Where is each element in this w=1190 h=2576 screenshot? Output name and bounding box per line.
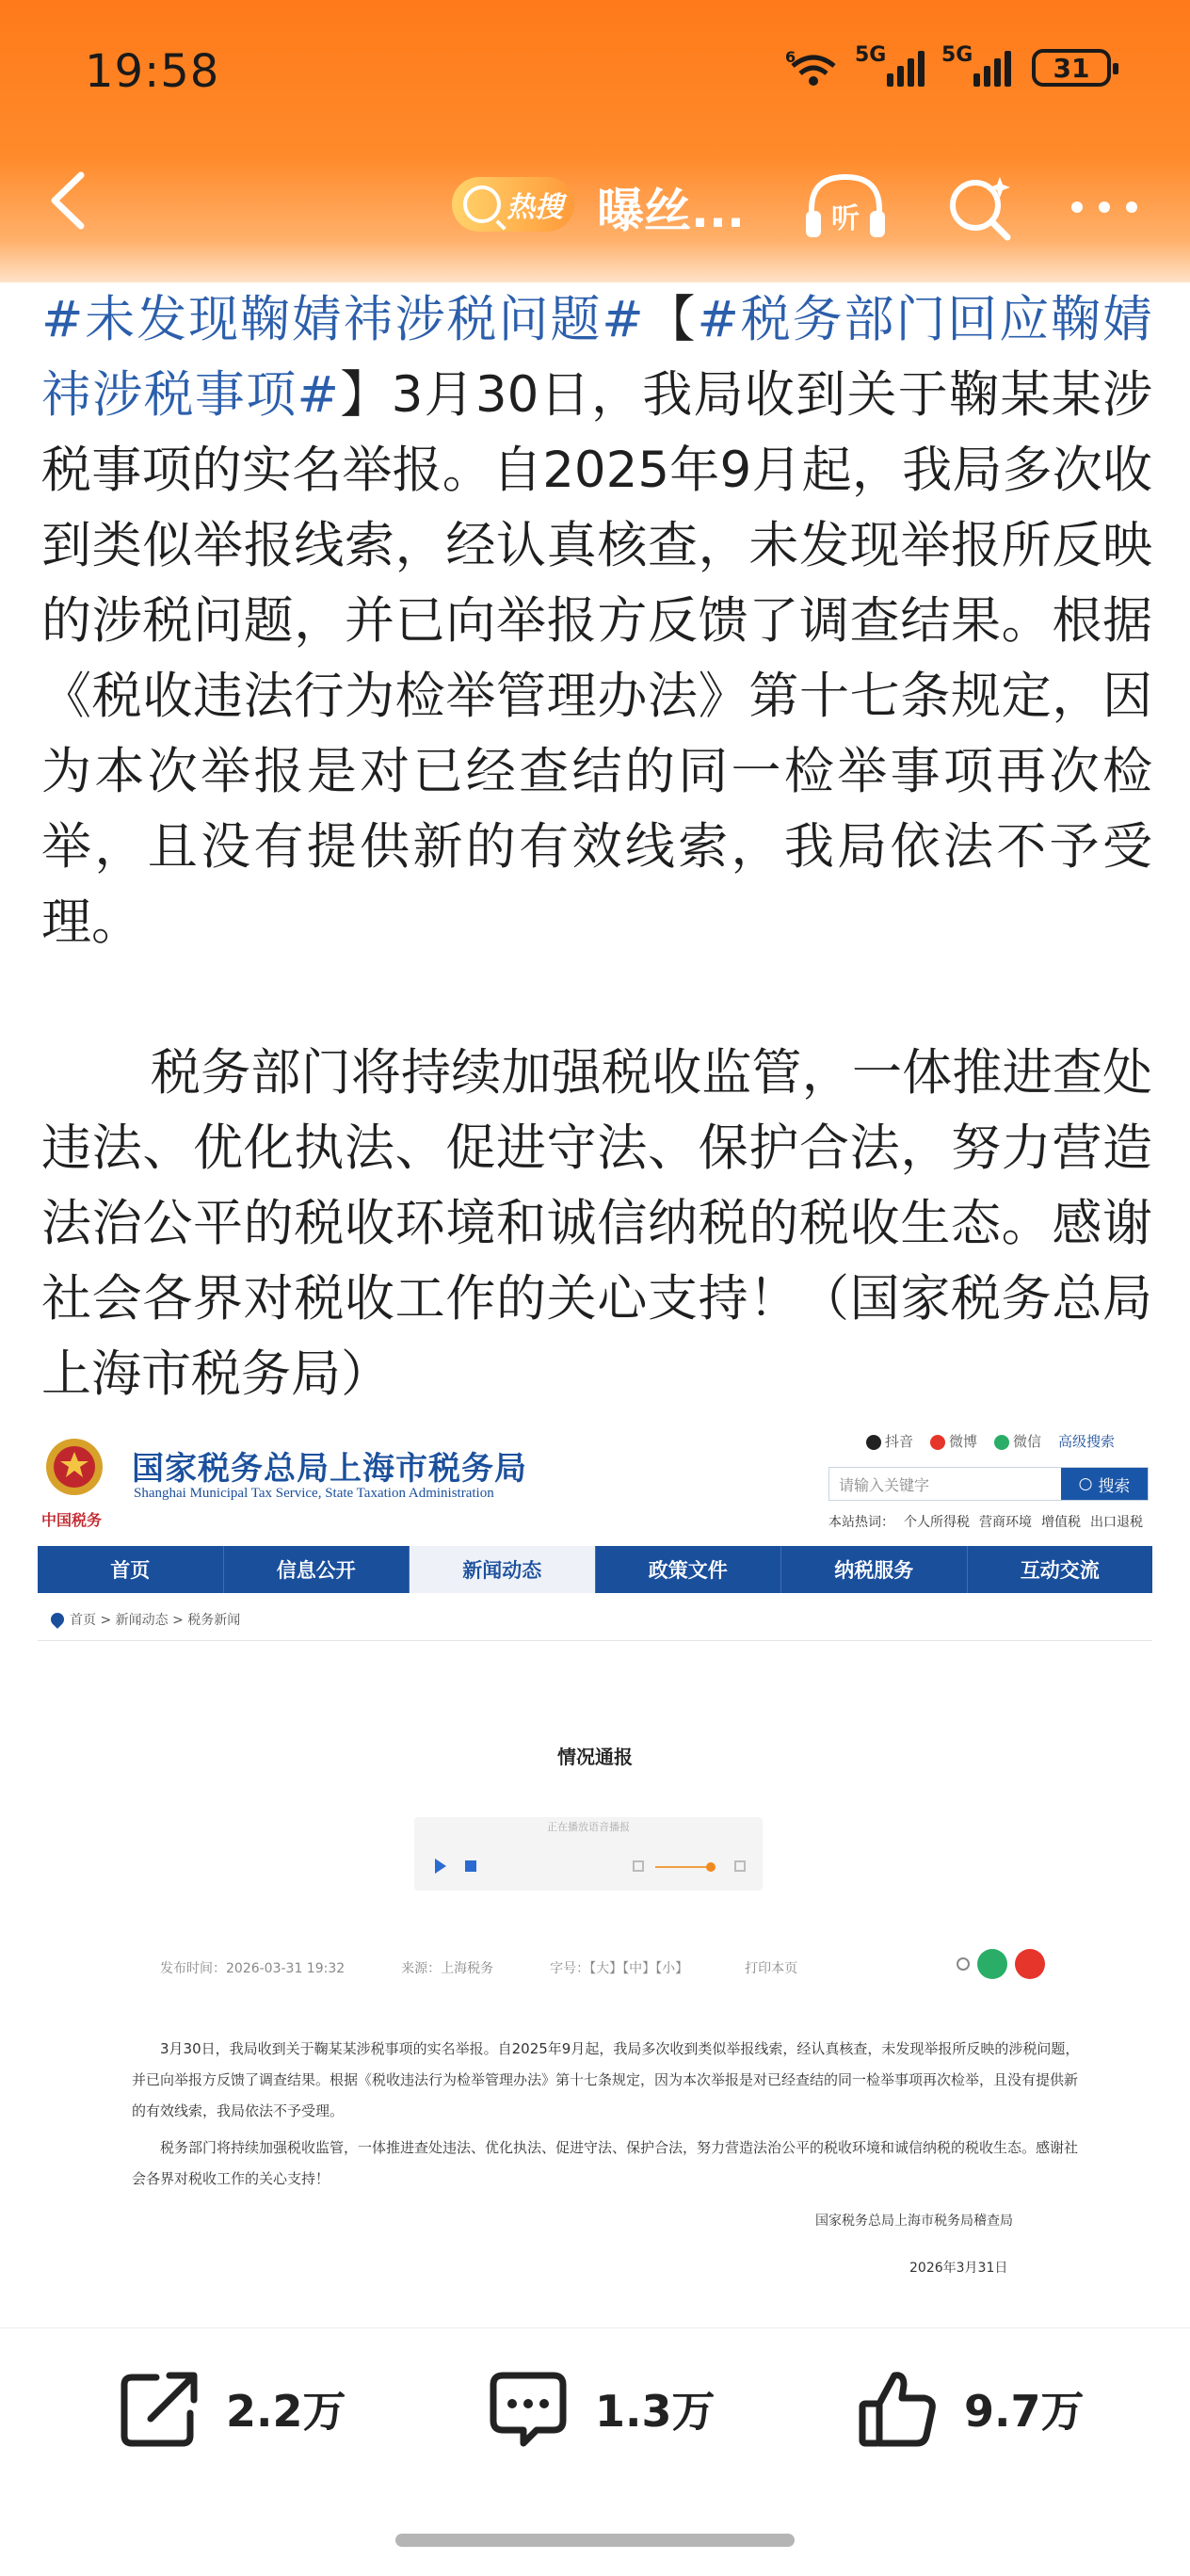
share-count: 2.2万 <box>226 2386 346 2437</box>
back-icon[interactable] <box>38 168 104 233</box>
emblem-text: 中国税务 <box>41 1511 103 1529</box>
hashtag-link[interactable]: #税务部门回应鞠婧祎涉税事项# <box>41 291 1152 424</box>
site-nav-item: 纳税服务 <box>781 1546 968 1593</box>
hashtag-link[interactable]: #未发现鞠婧祎涉税问题# <box>41 291 644 348</box>
comment-button[interactable] <box>486 2366 716 2451</box>
weibo-icon <box>1015 1949 1045 1979</box>
bracket-close: 】 <box>338 366 392 424</box>
article-date: 2026年3月31日 <box>909 2261 1008 2276</box>
print-link: 打印本页 <box>745 1961 798 1976</box>
volume-slider <box>655 1866 712 1868</box>
post-text-1: 3月30日，我局收到关于鞠某某涉税事项的实名举报。自2025年9月起，我局多次收到类似举报线索，经认真核查，未发现举报所反映的涉税问题，并已向举报方反馈了调查结果。根据《税收违法行为检举管理办法》第十七条规定，因为本次举报是对已经查结的同一检举事项再次检举，且没有提供新的有效线索，我局依法不予受理。 <box>41 366 1152 951</box>
wifi-icon <box>785 47 838 89</box>
site-search <box>828 1467 1149 1501</box>
play-icon <box>435 1859 446 1874</box>
national-emblem-icon <box>43 1435 105 1501</box>
site-title: 国家税务总局上海市税务局 <box>132 1450 527 1488</box>
advanced-search-link: 高级搜索 <box>1058 1433 1116 1450</box>
site-hot-words: 本站热词： 个人所得税 营商环境 增值税 出口退税 <box>828 1515 1143 1530</box>
status-icons <box>785 43 1111 89</box>
nav-bar <box>0 151 1190 254</box>
site-search-button: ○ 搜索 <box>1061 1468 1148 1500</box>
weibo-link: 微博 <box>930 1431 977 1451</box>
wechat-icon <box>994 1435 1009 1450</box>
net1-label: 5G <box>855 43 887 67</box>
hot-search-badge[interactable] <box>452 177 574 232</box>
topic-title[interactable]: 曝丝... <box>597 184 745 238</box>
share-button[interactable] <box>117 2366 346 2451</box>
status-bar <box>0 38 1190 113</box>
site-subtitle: Shanghai Municipal Tax Service, State Taxation Administration <box>134 1486 494 1501</box>
article-source: 来源：上海税务 <box>401 1961 494 1976</box>
svg-text:6: 6 <box>785 48 796 66</box>
weibo-icon <box>930 1435 945 1450</box>
svg-text:听: 听 <box>831 202 860 235</box>
header <box>0 0 1190 282</box>
bracket-open: 【 <box>643 291 698 348</box>
post-paragraph-2: 税务部门将持续加强税收监管，一体推进查处违法、优化执法、促进守法、保护合法，努力营造法治公平的税收环境和诚信纳税的税收生态。感谢社会各界对税收工作的关心支持！（国家税务总局上海市税务局） <box>41 1044 1152 1403</box>
status-time: 19:58 <box>85 45 220 98</box>
article-body <box>132 2034 1083 2200</box>
net2-label: 5G <box>941 43 973 67</box>
wechat-link: 微信 <box>994 1431 1041 1451</box>
like-button[interactable] <box>855 2366 1085 2451</box>
player-title: 正在播放语音播报 <box>547 1821 630 1833</box>
share-icon <box>957 1957 970 1971</box>
comment-count: 1.3万 <box>595 2386 716 2437</box>
search-icon[interactable] <box>941 169 1017 245</box>
douyin-icon <box>866 1435 881 1450</box>
comment-icon <box>486 2366 571 2451</box>
site-header <box>38 1422 1152 1535</box>
article-meta <box>160 1958 797 1977</box>
article-title: 情况通报 <box>557 1746 633 1768</box>
more-icon[interactable] <box>1062 179 1147 235</box>
site-nav-item: 首页 <box>38 1546 224 1593</box>
article-paragraph: 税务部门将持续加强税收监管，一体推进查处违法、优化执法、促进守法、保护合法，努力营造法治公平的税收环境和诚信纳税的税收生态。感谢社会各界对税收工作的关心支持！ <box>132 2139 1079 2187</box>
like-count: 9.7万 <box>964 2386 1085 2437</box>
volume-max-icon <box>734 1860 746 1872</box>
site-nav-item: 政策文件 <box>596 1546 782 1593</box>
thumbs-up-icon <box>855 2366 940 2451</box>
article-paragraph: 3月30日，我局收到关于鞠某某涉税事项的实名举报。自2025年9月起，我局多次收到类似举报线索，经认真核查，未发现举报所反映的涉税问题，并已向举报方反馈了调查结果。根据《税收违法行为检举管理办法》第十七条规定，因为本次举报是对已经查结的同一检举事项再次检举，且没有提供新的有效线索，我局依法不予受理。 <box>132 2040 1080 2119</box>
article-share <box>957 1949 1045 1979</box>
search-icon: ○ <box>1078 1474 1093 1493</box>
search-icon <box>463 185 501 223</box>
site-social <box>866 1431 1115 1451</box>
divider <box>38 1640 1152 1641</box>
site-nav-item: 互动交流 <box>1020 1559 1100 1582</box>
volume-knob <box>706 1862 716 1872</box>
battery-icon: 31 <box>1032 49 1111 87</box>
douyin-link: 抖音 <box>866 1431 913 1451</box>
embedded-screenshot[interactable] <box>38 1422 1152 2326</box>
site-nav-item: 信息公开 <box>224 1546 410 1593</box>
font-size-control: 字号：【大】【中】【小】 <box>550 1961 689 1976</box>
breadcrumb: 首页 > 新闻动态 > 税务新闻 <box>51 1610 240 1629</box>
share-icon <box>117 2366 201 2451</box>
site-nav <box>38 1546 1152 1593</box>
location-pin-icon <box>48 1610 67 1629</box>
action-bar <box>0 2327 1190 2576</box>
signal-1-icon <box>855 43 925 87</box>
wechat-icon <box>977 1949 1007 1979</box>
stop-icon <box>465 1860 476 1872</box>
audio-player <box>414 1817 763 1891</box>
signal-2-icon <box>941 43 1011 87</box>
publish-time: 发布时间：2026-03-31 19:32 <box>160 1961 346 1976</box>
site-nav-item-active: 新闻动态 <box>410 1546 596 1593</box>
site-search-input: 请输入关键字 <box>839 1476 930 1494</box>
post-paragraph-1 <box>41 282 1152 960</box>
volume-icon <box>633 1860 644 1872</box>
hot-search-label: 热搜 <box>507 191 563 224</box>
listen-icon[interactable] <box>800 169 891 245</box>
home-indicator[interactable] <box>395 2534 795 2547</box>
article-signature: 国家税务总局上海市税务局稽查局 <box>815 2214 1013 2229</box>
